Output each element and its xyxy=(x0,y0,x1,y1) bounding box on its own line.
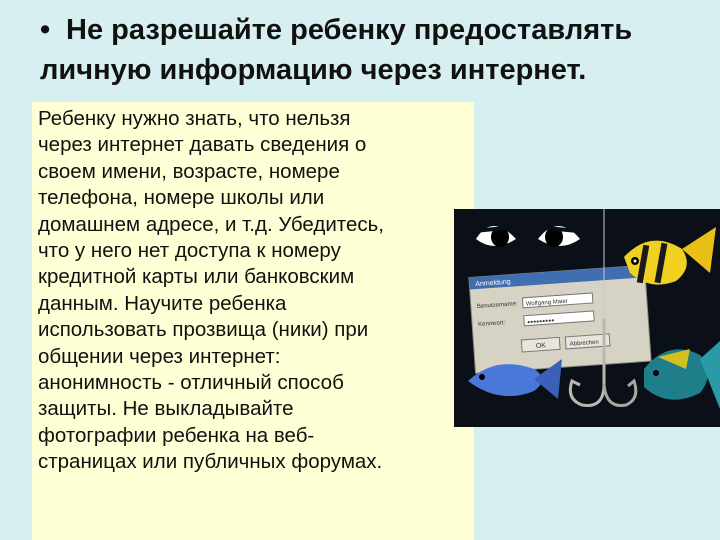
phishing-illustration xyxy=(454,209,720,427)
password-label: Kennwort: xyxy=(478,320,506,328)
password-value: ●●●●●●●●● xyxy=(526,317,555,326)
slide-title xyxy=(40,10,710,90)
title-text-2: личную информацию через интернет. xyxy=(40,54,587,86)
bullet: • xyxy=(40,14,51,46)
title-text-1: Не разрешайте ребенку предоставлять xyxy=(66,14,633,46)
cancel-label: Abbrechen xyxy=(569,339,599,348)
dialog-title: Anmeldung xyxy=(475,278,511,289)
username-value: Wolfgang Maier xyxy=(525,298,568,308)
ok-label: OK xyxy=(535,342,547,351)
title-line-1 xyxy=(40,10,710,50)
body-textbox xyxy=(32,102,474,540)
login-dialog xyxy=(469,265,651,373)
username-label: Benutzername: xyxy=(476,301,518,311)
body-text: Ребенку нужно знать, что нельзя через интернет давать сведения о своем имени, возрасте, номере телефона, номере школы или домашнем адресе, и т.д. Убедитесь, что у него нет доступа к номеру кредитной карты или банковским данным. Научите ребенка использовать прозвища (ники) при общении через интернет: анонимность - отличный способ защиты. Не выкладывайте фотографии ребенка на веб- страницах или публичных форумах. xyxy=(38,107,384,474)
title-line-2 xyxy=(40,50,710,90)
